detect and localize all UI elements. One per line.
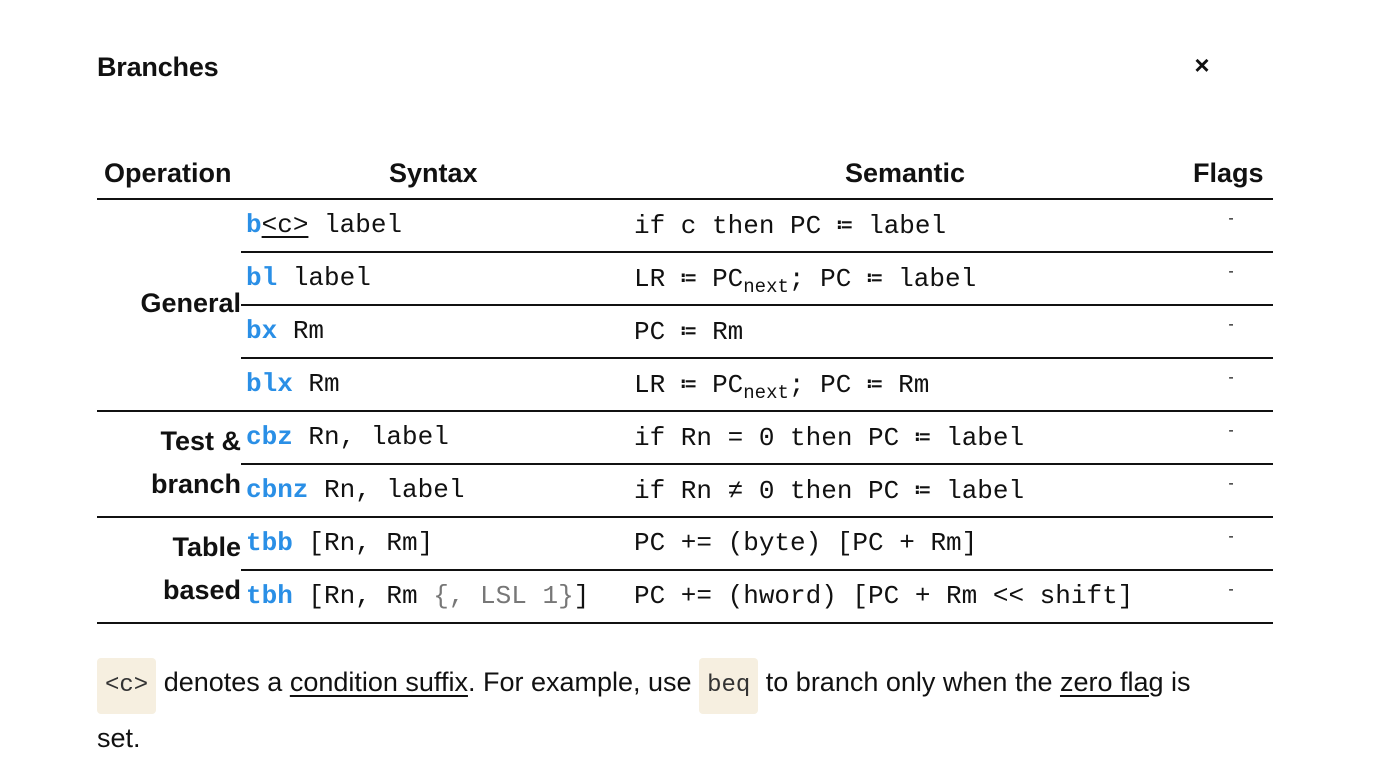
- inline-code: beq: [699, 658, 758, 714]
- group-test-branch: [97, 412, 1273, 518]
- semantic-cell: PC += (byte) [PC + Rm]: [634, 528, 978, 558]
- syntax-cell: tbb [Rn, Rm]: [246, 528, 434, 558]
- group-label: Table based: [162, 532, 241, 605]
- flags-cell: -: [1228, 369, 1234, 386]
- opcode: tbb: [246, 528, 293, 558]
- flags-cell: -: [1228, 422, 1234, 439]
- opcode: b: [246, 210, 262, 240]
- header-semantic: Semantic: [845, 158, 966, 188]
- zero-flag-link[interactable]: zero flag: [1059, 667, 1164, 697]
- condition-suffix-link[interactable]: condition suffix: [289, 667, 468, 697]
- semantic-cell: if Rn = 0 then PC ≔ label: [634, 423, 1025, 453]
- flags-cell: -: [1228, 528, 1234, 545]
- header-operation: Operation: [104, 158, 232, 188]
- opcode: cbz: [246, 422, 293, 452]
- flags-cell: -: [1228, 316, 1234, 333]
- opcode: blx: [246, 369, 293, 399]
- group-table-based: [97, 518, 1273, 624]
- table-row: [241, 304, 1273, 357]
- close-icon[interactable]: ×: [1194, 50, 1210, 80]
- table-row: [241, 463, 1273, 516]
- condition-suffix: <c>: [261, 210, 309, 240]
- branches-table: [97, 150, 1273, 624]
- group-label: General: [140, 288, 241, 318]
- flags-cell: -: [1228, 581, 1234, 598]
- table-row: [241, 200, 1273, 251]
- flags-cell: -: [1228, 210, 1234, 227]
- group-general: [97, 200, 1273, 412]
- footnote: <c> denotes a condition suffix. For example, use beq to branch only when the zero flag is set.: [97, 658, 1207, 762]
- header-syntax: Syntax: [389, 158, 478, 188]
- flags-cell: -: [1228, 263, 1234, 280]
- flags-cell: -: [1228, 475, 1234, 492]
- table-row: [241, 251, 1273, 304]
- semantic-cell: if c then PC ≔ label: [634, 211, 947, 241]
- semantic-cell: LR ≔ $PC_{next}$; PC ≔ Rm: [634, 370, 930, 404]
- syntax-cell: tbh [Rn, Rm {, LSL 1}]: [246, 581, 590, 611]
- dialog-title: Branches: [97, 52, 219, 82]
- semantic-cell: PC ≔ Rm: [634, 317, 744, 347]
- inline-code: <c>: [97, 658, 156, 714]
- semantic-cell: PC += (hword) [PC + Rm << shift]: [634, 581, 1134, 611]
- opcode: bx: [246, 316, 278, 346]
- opcode: tbh: [246, 581, 293, 611]
- opcode: cbnz: [246, 475, 309, 505]
- opcode: bl: [246, 263, 278, 293]
- table-header: [97, 150, 1273, 200]
- syntax-cell: b<c> label: [246, 210, 403, 240]
- syntax-cell: bx Rm: [246, 316, 325, 346]
- semantic-cell: if Rn ≠ 0 then PC ≔ label: [634, 476, 1025, 506]
- syntax-cell: bl label: [246, 263, 371, 293]
- table-row: [241, 518, 1273, 569]
- syntax-cell: cbnz Rn, label: [246, 475, 465, 505]
- semantic-cell: LR ≔ $PC_{next}$; PC ≔ label: [634, 264, 977, 298]
- group-label: Test & branch: [150, 426, 241, 499]
- header-flags: Flags: [1193, 158, 1264, 188]
- table-row: [241, 569, 1273, 622]
- syntax-cell: blx Rm: [246, 369, 340, 399]
- optional-shift: {, LSL 1}: [433, 581, 574, 611]
- syntax-cell: cbz Rn, label: [246, 422, 449, 452]
- table-row: [241, 412, 1273, 463]
- table-row: [241, 357, 1273, 410]
